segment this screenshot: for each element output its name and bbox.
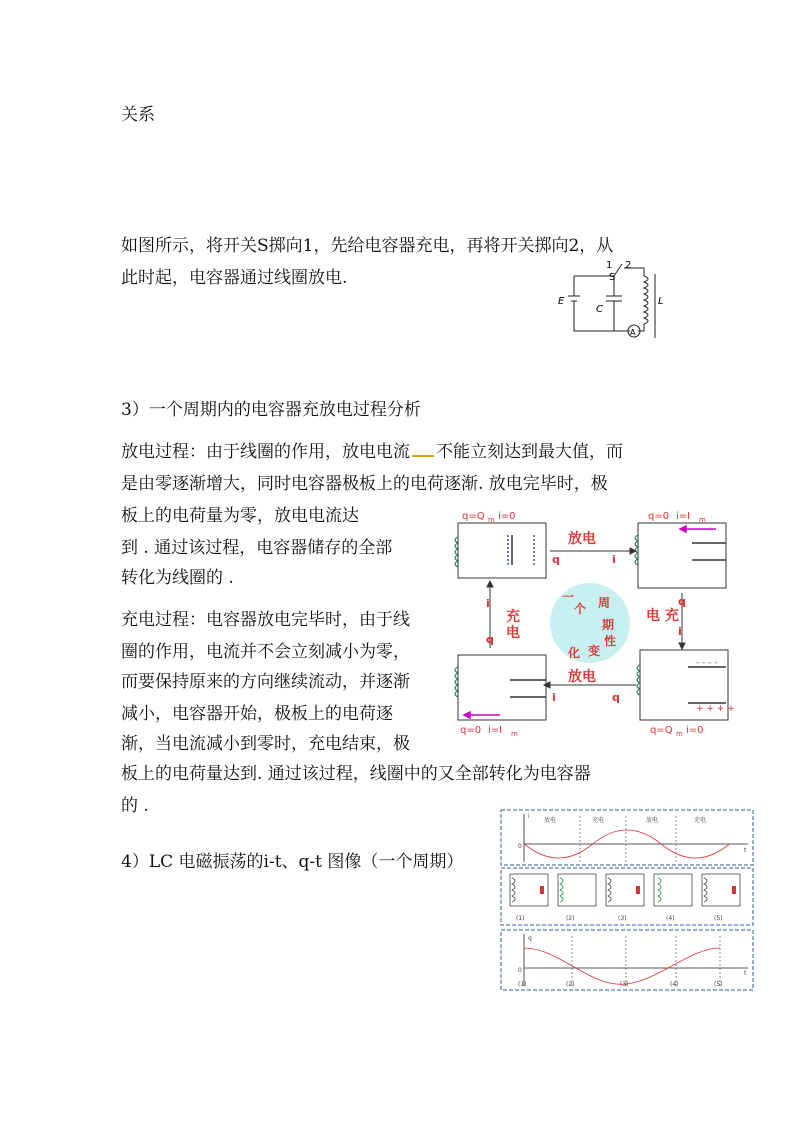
qt-step-5: (5) xyxy=(714,981,723,988)
it-axis-y: i xyxy=(528,813,530,820)
i-marker: i xyxy=(612,553,616,566)
section3-title: 3）一个周期内的电容器充放电过程分析 xyxy=(121,400,421,420)
qt-step-1: (1) xyxy=(518,981,527,988)
top-phase-label: 放电 xyxy=(568,531,596,547)
center-char-3: 周 xyxy=(598,596,611,610)
step-5: (5) xyxy=(714,915,723,922)
tr-q: q=0 xyxy=(648,511,670,522)
tr-sub: m xyxy=(699,516,706,524)
tl-sub: m xyxy=(488,516,495,524)
oscillation-cycle-diagram xyxy=(450,505,735,740)
discharge-line-3: 板上的电荷量为零，放电电流达 xyxy=(121,506,359,526)
qt-step-2: (2) xyxy=(566,981,575,988)
bl-sub: m xyxy=(511,730,518,738)
tr-i: i=I xyxy=(676,511,691,522)
q-marker: q xyxy=(678,595,686,608)
tl-q: q=Q xyxy=(462,511,485,522)
it-qt-graphs xyxy=(500,808,755,993)
qt-step-4: (4) xyxy=(670,981,679,988)
circuit-label-a: A xyxy=(630,328,636,337)
br-i: i=0 xyxy=(686,725,704,736)
center-char-1: 一 xyxy=(562,590,575,604)
charge-line-5: 渐，当电流减小到零时，充电结束，极 xyxy=(121,734,410,754)
it-axis-x: t xyxy=(744,847,747,854)
circuit-label-l: L xyxy=(658,296,664,307)
intro-line-1: 如图所示，将开关S掷向1，先给电容器充电，再将开关掷向2，从 xyxy=(121,236,614,256)
charge-line-7: 的 . xyxy=(121,796,149,816)
discharge-line-1 xyxy=(121,440,623,464)
discharge-text-a: 放电过程：由于线圈的作用，放电电流 xyxy=(121,442,410,462)
circuit-label-e: E xyxy=(558,296,565,307)
it-origin: 0 xyxy=(518,843,522,850)
it-phase-3: 放电 xyxy=(646,817,659,824)
step-4: (4) xyxy=(666,915,675,922)
qt-axis-y: q xyxy=(528,935,532,942)
charge-line-6: 板上的电荷量达到. 通过该过程，线圈中的又全部转化为电容器 xyxy=(121,764,591,784)
charge-line-1: 充电过程：电容器放电完毕时，由于线 xyxy=(121,610,410,630)
lc-circuit-diagram xyxy=(552,256,672,348)
circuit-label-1: 1 xyxy=(606,260,613,271)
discharge-line-4: 到 . 通过该过程，电容器储存的全部 xyxy=(121,538,393,558)
discharge-line-5: 转化为线圈的 . xyxy=(121,568,234,588)
circuit-label-2: 2 xyxy=(625,260,632,271)
it-phase-4: 充电 xyxy=(694,817,707,824)
it-phase-1: 放电 xyxy=(544,817,557,824)
charge-line-4: 减小，电容器开始，极板上的电荷逐 xyxy=(121,704,393,724)
i-marker: i xyxy=(486,597,490,610)
q-marker: q xyxy=(552,553,560,566)
intro-line-2: 此时起，电容器通过线圈放电. xyxy=(121,268,348,288)
section4-title: 4）LC 电磁振荡的i-t、q-t 图像（一个周期） xyxy=(121,852,464,872)
charge-line-2: 圈的作用，电流并不会立刻减小为零， xyxy=(121,642,410,662)
bl-i: i=I xyxy=(488,725,503,736)
left-phase-label-2: 电 xyxy=(506,625,520,641)
qt-axis-x: t xyxy=(744,970,747,977)
it-phase-2: 充电 xyxy=(592,817,605,824)
bottom-phase-label: 放电 xyxy=(568,669,596,685)
left-phase-label-1: 充 xyxy=(506,609,520,625)
circuit-label-s: S xyxy=(609,272,616,283)
discharge-text-b: 不能立刻达到最大值，而 xyxy=(436,442,623,462)
bl-q: q=0 xyxy=(460,725,482,736)
center-char-2: 个 xyxy=(574,602,587,616)
circuit-label-c: C xyxy=(596,304,603,315)
tl-i: i=0 xyxy=(498,511,516,522)
center-char-6: 变 xyxy=(588,644,601,658)
i-marker: i xyxy=(552,691,556,704)
minus-signs: + + + + xyxy=(696,704,735,714)
i-marker: i xyxy=(678,625,682,638)
center-char-5: 性 xyxy=(604,634,617,648)
step-3: (3) xyxy=(618,915,627,922)
qt-origin: 0 xyxy=(518,967,522,974)
br-sub: m xyxy=(676,730,683,738)
right-phase-label: 电 充 xyxy=(646,608,679,624)
q-marker: q xyxy=(612,691,620,704)
center-char-7: 化 xyxy=(568,646,581,660)
plus-signs: - - - - xyxy=(696,658,718,668)
blank-underline xyxy=(412,441,434,457)
step-2: (2) xyxy=(566,915,575,922)
step-1: (1) xyxy=(516,915,525,922)
section-heading: 关系 xyxy=(121,105,155,125)
center-char-4: 期 xyxy=(602,618,615,632)
qt-step-3: (3) xyxy=(620,981,629,988)
q-marker: q xyxy=(486,633,494,646)
discharge-line-2: 是由零逐渐增大，同时电容器极板上的电荷逐渐. 放电完毕时，极 xyxy=(121,474,608,494)
br-q: q=Q xyxy=(650,725,673,736)
charge-line-3: 而要保持原来的方向继续流动，并逐渐 xyxy=(121,672,410,692)
